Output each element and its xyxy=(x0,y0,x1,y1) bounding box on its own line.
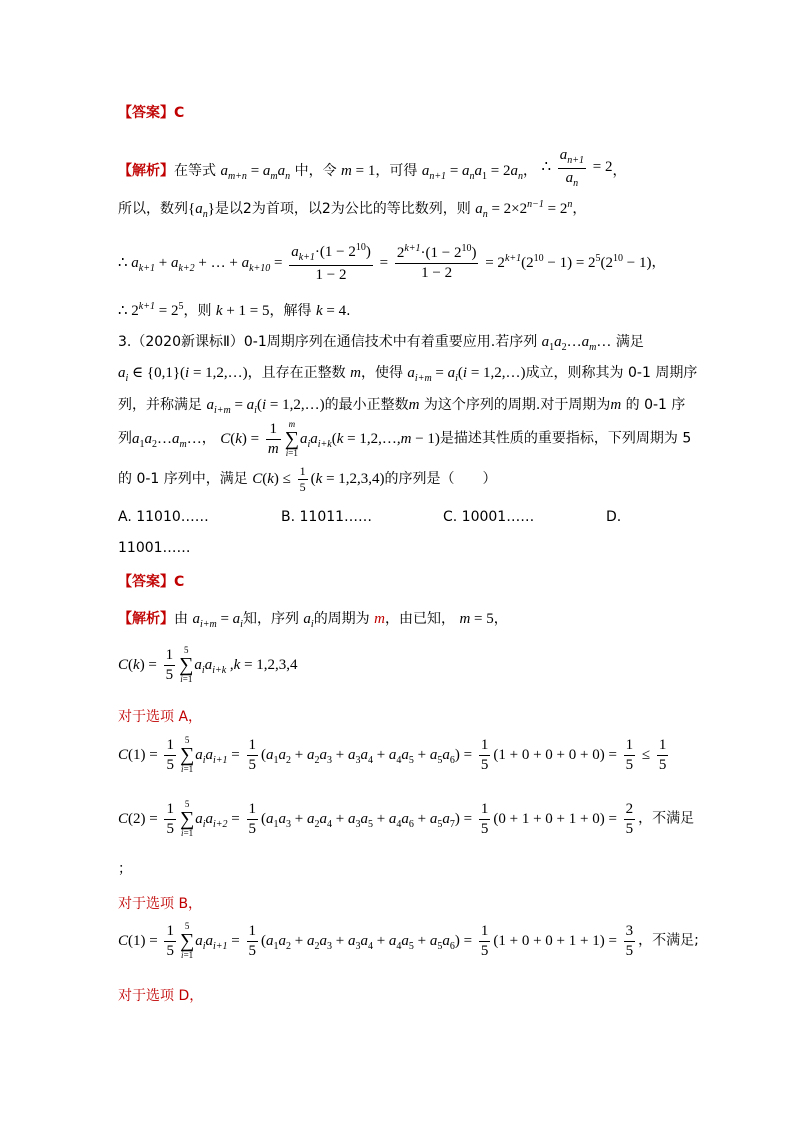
option-b-c1: C(1) = $\frac{1}{5}$ 5 ∑ i=1 $a_ia_{i+1}$ = $\frac{1}{5}$ $(a_1a_2 + a_2a_3 + a_3a_4 + a_4a_5 + a_5a_6)$ = $\frac{1}{5}$ (1 + 0 + 0 + 1 + 1) = $\frac{3}{5}$ ，不满足; xyxy=(118,921,699,961)
answer-tag: 【答案】 xyxy=(118,105,174,121)
analysis-tag-2: 【解析】 xyxy=(118,611,174,627)
option-d[interactable]: D. xyxy=(606,509,622,525)
analysis-2-line-1: 【解析】由 $a_{i+m} = a_i$知，序列 $a_i$的周期为 m，由已知， m = 5， xyxy=(118,611,508,630)
problem3-line-1: 3.（2020新课标Ⅱ）0-1周期序列在通信技术中有着重要应用.若序列 $a_1a_2\dots a_m\dots$ 满足 xyxy=(118,334,644,353)
formula-periodic: $a_{i+m} = a_i(i$ = 1,2,…) xyxy=(407,365,526,384)
option-b[interactable]: B. 11011…… xyxy=(281,509,373,525)
problem3-line-3: 列，并称满足 $a_{i+m} = a_i(i$ = 1,2,…)的最小正整数m 为这个序列的周期.对于周期为m 的 0-1 序 xyxy=(118,397,686,416)
option-d-value-line xyxy=(118,540,794,556)
answer-line-2 xyxy=(118,571,794,591)
analysis-2-for-d: 对于选项 D， xyxy=(118,988,204,1004)
answer-value-2: C xyxy=(174,574,185,590)
problem3-line-2: $a_i$ ∈ {0,1}(i = 1,2,…)，且存在正整数 m，使得 $a_{i+m} = a_i(i$ = 1,2,…)成立，则称其为 0-1 周期序 xyxy=(118,365,698,384)
formula-an1: $a_{n+1} = a_na_1 = 2a_n$ xyxy=(421,163,523,183)
formula-sum-k: ∴ $a_{k+1} + a_{k+2}$ + … + $a_{k+10}$ = $\frac{a_{k+1}\cdot(1 - 2^{10})}{1 - 2}$ = $\frac{2^{k+1}\cdot(1 - 2^{10})}{1 - 2}$ = $2^{k+1}(2^{10} - 1) = 2^5(2^{10} - 1)$ xyxy=(118,242,652,283)
option-c[interactable]: C. 10001…… xyxy=(443,509,535,525)
formula-recurrence: $a_{m+n} = a_ma_n$ xyxy=(220,163,291,183)
formula-k-plus-1: k + 1 = 5 xyxy=(215,303,270,319)
analysis-tag: 【解析】 xyxy=(118,163,174,180)
formula-ck-5: C(k) = $\frac{1}{5}$ 5 ∑ i=1 $a_ia_{i+k}$ ,k = 1,2,3,4 xyxy=(118,645,298,685)
analysis-line-2: 所以，数列$\{a_n\}$是以2为首项，以2为公比的等比数列，则 $a_n = 2\times 2^{n-1} = 2^n$， xyxy=(118,199,587,220)
answer-tag-2: 【答案】 xyxy=(118,574,174,590)
analysis-2-line-2 xyxy=(118,646,794,694)
formula-ck: C(k) = $\frac{1}{m}$ m ∑ i=1 $a_ia_{i+k}(k$ = 1,2,…,m − 1) xyxy=(220,419,440,459)
option-d-value: 11001…… xyxy=(118,540,191,556)
option-a-c1: C(1) = $\frac{1}{5}$ 5 ∑ i=1 $a_ia_{i+1}$ = $\frac{1}{5}$ $(a_1a_2 + a_2a_3 + a_3a_4 + a_4a_5 + a_5a_6)$ = $\frac{1}{5}$ (1 + 0 + 0 + 0 + 0) = $\frac{1}{5}$ ≤ $\frac{1}{5}$ xyxy=(118,735,667,775)
option-a-c2: C(2) = $\frac{1}{5}$ 5 ∑ i=1 $a_ia_{i+2}$ = $\frac{1}{5}$ $(a_1a_3 + a_2a_4 + a_3a_5 + a_4a_6 + a_5a_7)$ = $\frac{1}{5}$ (0 + 1 + 0 + 1 + 0) = $\frac{2}{5}$ ，不满足 xyxy=(118,799,695,839)
analysis-line-1: 【解析】在等式 $a_{m+n} = a_ma_n$ 中，令 m = 1，可得 $a_{n+1} = a_na_1 = 2a_n$， ∴ $\frac{a_{n+1}}{a_n}$ = 2， xyxy=(118,147,627,189)
formula-seq-an: $\{a_n\}$ xyxy=(188,201,215,220)
answer-value: C xyxy=(174,105,185,121)
analysis-2-line-3: 对于选项 A， xyxy=(118,709,203,725)
analysis-line-4: ∴ $2^{k+1} = 2^5$，则 k + 1 = 5，解得 k = 4. xyxy=(118,301,351,319)
formula-k-4: k = 4 xyxy=(315,303,347,319)
analysis-2-for-b: 对于选项 B， xyxy=(118,896,203,912)
problem3-line-4: 列$a_1a_2\dots a_m\dots$， C(k) = $\frac{1}{m}$ m ∑ i=1 $a_ia_{i+k}(k$ = 1,2,…,m − 1)是描述其性质的重要指标，下列周期为 5 xyxy=(118,419,692,459)
problem3-line-5: 的 0-1 序列中，满足 C(k) ≤ $\frac{1}{5}$ (k = 1,2,3,4)的序列是（ ） xyxy=(118,464,497,494)
answer-line-1 xyxy=(118,102,794,122)
formula-seq: $a_1a_2\dots a_m\dots$ xyxy=(541,334,612,353)
formula-ratio: ∴ $\frac{a_{n+1}}{a_n}$ = 2 xyxy=(541,147,613,189)
analysis-line-3: ∴ $a_{k+1} + a_{k+2}$ + … + $a_{k+10}$ = $\frac{a_{k+1}\cdot(1 - 2^{10})}{1 - 2}$ = $\frac{2^{k+1}\cdot(1 - 2^{10})}{1 - 2}$ = $2^{k+1}(2^{10} - 1) = 2^5(2^{10} - 1)$， xyxy=(118,242,666,283)
formula-2k1: ∴ $2^{k+1} = 2^5$ xyxy=(118,301,184,319)
semicolon-line: ； xyxy=(118,861,132,877)
formula-an-general: $a_n = 2\times 2^{n-1} = 2^n$ xyxy=(475,199,573,220)
option-a[interactable]: A. 11010…… xyxy=(118,509,209,525)
formula-condition: C(k) ≤ $\frac{1}{5}$ (k = 1,2,3,4) xyxy=(252,464,385,494)
formula-ai-in: $a_i$ ∈ {0,1}(i = 1,2,…) xyxy=(118,365,248,384)
formula-m-equals-1: m = 1 xyxy=(341,163,376,180)
